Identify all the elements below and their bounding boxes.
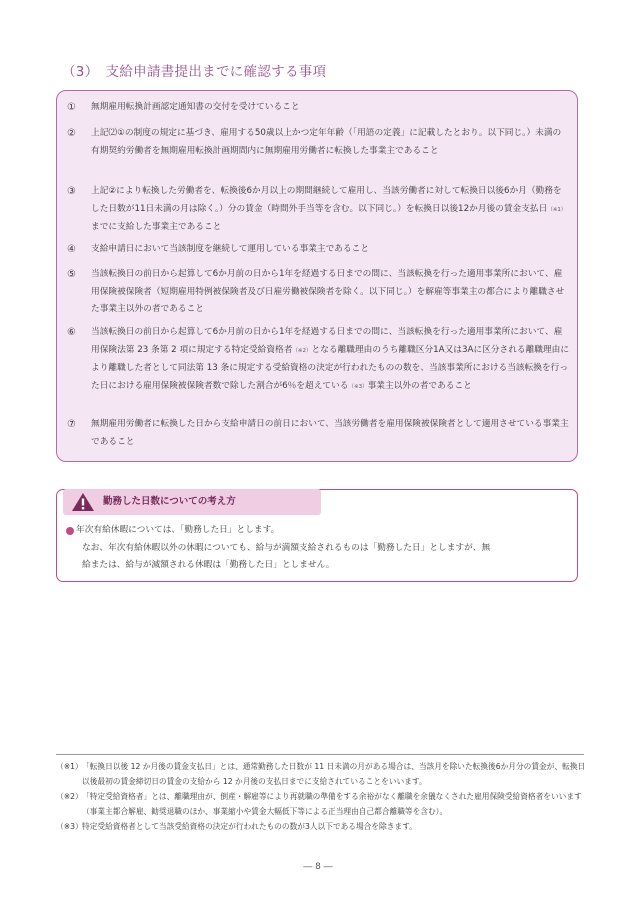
notice-title: 勤務した日数についての考え方	[103, 496, 236, 507]
condition-text: 無期雇用労働者に転換した日から支給申請日の前日において、当該労働者を雇用保険被保険者として適用させている事業主であること	[91, 419, 569, 447]
notice-line-3: 給または、給与が減額される休暇は「勤務した日」としません。	[82, 560, 335, 570]
section-title: （3） 支給申請書提出までに確認する事項	[62, 64, 327, 80]
condition-text	[91, 183, 569, 237]
condition-text-part: までに支給した事業主であること	[91, 222, 222, 233]
footnote-label: （※1）	[56, 762, 83, 771]
footnote-text: 「転換日以後 12 か月後の賃金支払日」とは、通常勤務した日数が 11 日未満の月がある場合は、当該月を除いた転換後6か月分の賃金が、転換日以後最初の賃金締切日の賃金の支給から 12 か月後の支払日までに支給されていることをいいます。	[82, 762, 586, 786]
notice-header	[63, 489, 321, 515]
warning-icon	[71, 492, 95, 512]
footnote-label: （※2）	[56, 792, 83, 801]
notice-box	[56, 489, 578, 582]
footnote-label: （※3）	[56, 822, 83, 831]
condition-number: ③	[67, 186, 76, 197]
condition-text-part: 上記②により転換した労働者を、転換後6か月以上の期間継続して雇用し、当該労働者に対して転換日以後6か月（勤務をした日数が11日未満の月は除く。）分の賃金（時間外手当等を含む。以下同じ。）を転換日以後12か月後の賃金支払日	[91, 186, 562, 214]
condition-text: 上記⑵①の制度の規定に基づき、雇用する50歳以上かつ定年年齢（「用語の定義」に記載したとおり。以下同じ。）未満の有期契約労働者を無期雇用転換計画期間内に無期雇用労働者に転換した事業主であること	[91, 128, 562, 156]
footnote-text: 特定受給資格者として当該受給資格の決定が行われたものの数が3人以下である場合を除きます。	[82, 822, 417, 831]
condition-number: ⑤	[67, 269, 76, 280]
condition-number: ④	[67, 244, 76, 255]
footnote-ref-1: （※1）	[547, 206, 567, 213]
condition-text: 無期雇用転換計画認定通知書の交付を受けていること	[91, 102, 300, 112]
condition-number: ⑦	[67, 419, 76, 430]
page-number: ― 8 ―	[303, 862, 333, 872]
condition-text-part: となる離職理由のうち離職区分1A又は3Aに区分される離職理由により離職した者として同法第 13 条に規定する受給資格の決定が行われたものの数を、当該事業所における当該転換を行った日における雇用保険被保険者数で除した割合が6％を超えている	[91, 344, 570, 391]
condition-text	[91, 324, 569, 396]
footnote-divider	[56, 754, 584, 755]
condition-text-part: 事業主以外の者であること	[367, 380, 472, 391]
condition-number: ⑥	[67, 327, 76, 338]
notice-line-1: 年次有給休暇については、「勤務した日」とします。	[76, 525, 280, 535]
footnote-text: 「特定受給資格者」とは、離職理由が、倒産・解雇等により再就職の準備をする余裕がなく離職を余儀なくされた雇用保険受給資格者をいいます（事業主都合解雇、勧奨退職のほか、事業縮小や賃金大幅低下等による正当理由自己都合離職等を含む）。	[82, 792, 582, 816]
condition-number: ②	[67, 128, 76, 139]
condition-text: 支給申請日において当該制度を継続して運用している事業主であること	[91, 244, 369, 254]
condition-number: ①	[67, 102, 76, 113]
condition-text: 当該転換日の前日から起算して6か月前の日から1年を経過する日までの間に、当該転換を行った適用事業所において、雇用保険被保険者（短期雇用特例被保険者及び日雇労働被保険者を除く。以下同じ。）を解雇等事業主の都合により離職させた事業主以外の者であること	[91, 269, 565, 315]
condition-text-part: 当該転換日の前日から起算して6か月前の日から1年を経過する日までの間に、当該転換を行った適用事業所において、雇用保険法第 23 条第 2 項に規定する特定受給資格者	[91, 327, 563, 355]
bullet-icon	[66, 527, 74, 535]
footnote-ref-3: （※3）	[348, 383, 368, 390]
notice-line-2: なお、年次有給休暇以外の休暇についても、給与が満額支給されるものは「勤務した日」としますが、無	[82, 543, 491, 553]
footnote-ref-2: （※2）	[292, 347, 312, 354]
conditions-box	[56, 90, 578, 462]
